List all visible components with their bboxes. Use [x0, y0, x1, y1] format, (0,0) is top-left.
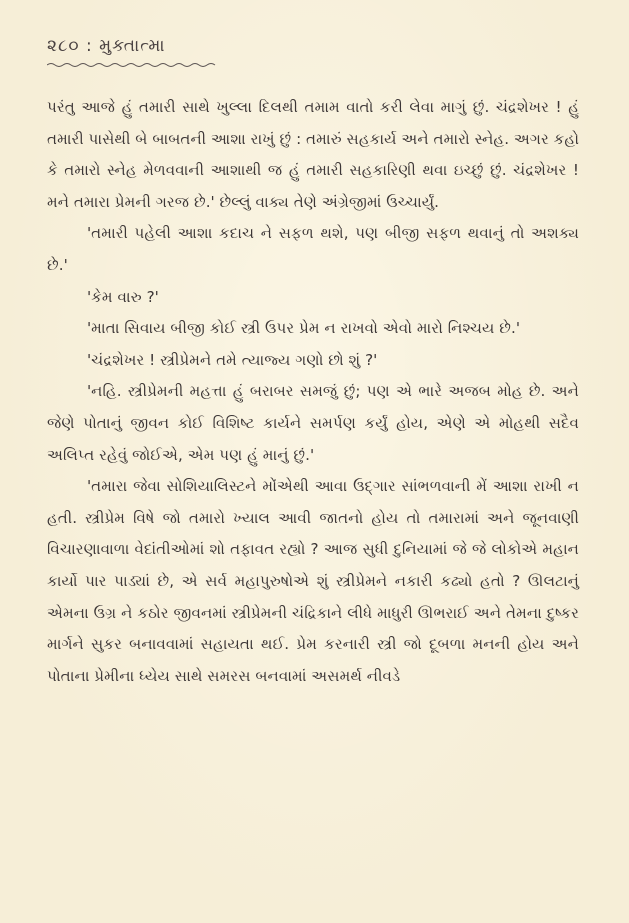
- wavy-rule: [47, 62, 217, 68]
- body-text: [47, 92, 579, 692]
- running-head: ૨૮૦ : મુક્તાત્મા: [47, 36, 166, 56]
- paragraph: 'ચંદ્રશેખર ! સ્ત્રીપ્રેમને તમે ત્યાજ્ય ગણો છો શું ?': [87, 350, 378, 369]
- paragraph: 'તમારા જેવા સોશિયાલિસ્ટને મોંએથી આવા ઉદ્ગાર સાંભળવાની મેં આશા રાખી ન હતી. સ્ત્રીપ્રેમ વિષે જો તમારો ખ્યાલ આવી જાતનો હોય તો તમારામાં અને જૂનવાણી વિચારણાવાળા વેદાંતીઓમાં શો તફાવત રહ્યો ? આજ સુધી દુનિયામાં જે જે લોકોએ મહાન કાર્યો પાર પાડ્યાં છે, એ સર્વ મહાપુરુષોએ શું સ્ત્રીપ્રેમને નકારી કઢ્યો હતો ? ઊલટાનું એમના ઉગ્ર ને કઠોર જીવનમાં સ્ત્રીપ્રેમની ચંદ્રિકાને લીધે માધુરી ઊભરાઈ અને તેમના દુષ્કર માર્ગને સુકર બનાવવામાં સહાયતા થઈ. પ્રેમ કરનારી સ્ત્રી જો દૂબળા મનની હોય અને પોતાના પ્રેમીના ધ્યેય સાથે સમરસ બનવામાં અસમર્થ નીવડે: [47, 477, 579, 685]
- paragraph: 'તમારી પહેલી આશા કદાચ ને સફળ થશે, પણ બીજી સફળ થવાનું તો અશક્ય છે.': [47, 224, 579, 274]
- paragraph: 'નહિ. સ્ત્રીપ્રેમની મહત્તા હું બરાબર સમજું છું; પણ એ ભારે અજબ મોહ છે. અને જેણે પોતાનું જીવન કોઈ વિશિષ્ટ કાર્યને સમર્પણ કર્યું હોય, એણે એ મોહથી સદૈવ અલિપ્ત રહેવું જોઈએ, એમ પણ હું માનું છું.': [47, 382, 579, 464]
- paragraph: 'માતા સિવાય બીજી કોઈ સ્ત્રી ઉપર પ્રેમ ન રાખવો એવો મારો નિશ્ચય છે.': [87, 319, 521, 338]
- paragraph: 'કેમ વારુ ?': [87, 287, 159, 306]
- paragraph: પરંતુ આજે હું તમારી સાથે ખુલ્લા દિલથી તમામ વાતો કરી લેવા માગું છું. ચંદ્રશેખર ! હું તમારી પાસેથી બે બાબતની આશા રાખું છું : તમારું સહકાર્ય અને તમારો સ્નેહ. અગર કહો કે તમારો સ્નેહ મેળવવાની આશાથી જ હું તમારી સહકારિણી થવા ઇચ્છું છું. ચંદ્રશેખર ! મને તમારા પ્રેમની ગરજ છે.' છેલ્લું વાક્ય તેણે અંગ્રેજીમાં ઉચ્ચાર્યું.: [47, 98, 579, 211]
